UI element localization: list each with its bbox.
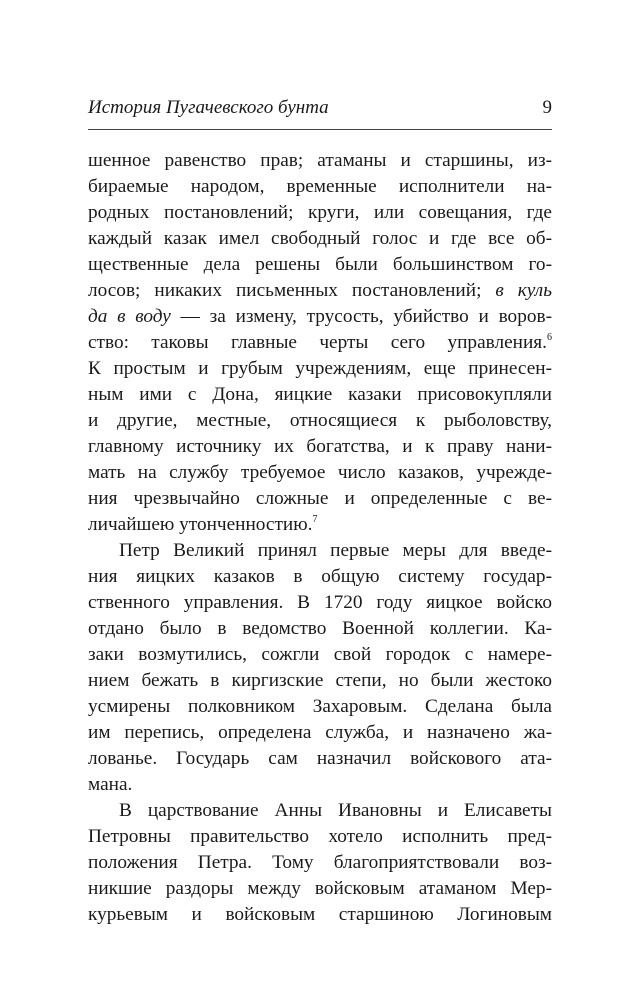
text-line bbox=[88, 720, 552, 746]
text-line bbox=[88, 824, 552, 850]
text-segment: шенное равенство прав; атаманы и старшины, из- bbox=[88, 150, 552, 171]
text-segment: и другие, местные, относящиеся к рыболовству, bbox=[88, 410, 552, 431]
text-segment: ственного управления. В 1720 году яицкое войско bbox=[88, 592, 552, 613]
text-segment: Петровны правительство хотело исполнить пред- bbox=[88, 826, 552, 847]
text-segment: личайшею утонченностию. bbox=[88, 514, 313, 535]
text-segment: лосов; никаких письменных постановлений; bbox=[88, 280, 496, 301]
text-segment: да в воду bbox=[88, 306, 171, 327]
text-segment: бираемые народом, временные исполнители на- bbox=[88, 176, 552, 197]
text-line bbox=[88, 642, 552, 668]
text-segment: в куль bbox=[495, 280, 552, 301]
text-segment: никшие раздоры между войсковым атаманом Мер- bbox=[88, 878, 552, 899]
text-line bbox=[88, 512, 552, 538]
text-line bbox=[88, 876, 552, 902]
text-segment: им перепись, определена служба, и назначено жа- bbox=[88, 722, 552, 743]
text-segment: В царствование Анны Ивановны и Елисаветы bbox=[119, 800, 552, 821]
text-line bbox=[88, 486, 552, 512]
text-line bbox=[88, 200, 552, 226]
text-segment: отдано было в ведомство Военной коллегии. Ка- bbox=[88, 618, 552, 639]
text-line bbox=[88, 668, 552, 694]
text-line bbox=[88, 252, 552, 278]
text-line bbox=[88, 226, 552, 252]
text-line bbox=[88, 304, 552, 330]
text-line bbox=[88, 382, 552, 408]
text-segment: каждый казак имел свободный голос и где все об- bbox=[88, 228, 552, 249]
text-line bbox=[88, 434, 552, 460]
text-line bbox=[88, 616, 552, 642]
text-segment: — за измену, трусость, убийство и воров- bbox=[170, 306, 552, 327]
text-line bbox=[88, 772, 552, 798]
running-title: История Пугачевского бунта bbox=[88, 97, 329, 118]
text-line bbox=[88, 330, 552, 356]
page-number: 9 bbox=[542, 97, 552, 118]
text-segment: положения Петра. Тому благоприятствовали воз- bbox=[88, 852, 552, 873]
footnote-marker: 6 bbox=[547, 332, 552, 343]
text-line bbox=[88, 148, 552, 174]
text-segment: К простым и грубым учреждениям, еще принесен- bbox=[88, 358, 552, 379]
text-line bbox=[88, 460, 552, 486]
text-line bbox=[88, 356, 552, 382]
text-segment: ным ими с Дона, яицкие казаки присовокупляли bbox=[88, 384, 552, 405]
text-segment: Петр Великий принял первые меры для введе- bbox=[119, 540, 552, 561]
text-line bbox=[88, 590, 552, 616]
text-line bbox=[88, 746, 552, 772]
text-segment: заки возмутились, сожгли свой городок с намере- bbox=[88, 644, 552, 665]
body-text bbox=[88, 148, 552, 928]
text-segment: лованье. Государь сам назначил войскового ата- bbox=[88, 748, 552, 769]
text-line bbox=[88, 850, 552, 876]
text-line bbox=[88, 278, 552, 304]
text-line bbox=[88, 408, 552, 434]
text-segment: курьевым и войсковым старшиною Логиновым bbox=[88, 904, 552, 925]
text-segment: ния чрезвычайно сложные и определенные с ве- bbox=[88, 488, 552, 509]
footnote-marker: 7 bbox=[312, 514, 318, 525]
page-header bbox=[88, 95, 552, 121]
text-segment: мать на службу требуемое число казаков, учрежде- bbox=[88, 462, 552, 483]
text-segment: щественные дела решены были большинством го- bbox=[88, 254, 552, 275]
text-line bbox=[88, 564, 552, 590]
text-line bbox=[88, 538, 552, 564]
text-segment: нием бежать в киргизские степи, но были жестоко bbox=[88, 670, 552, 691]
text-line bbox=[88, 694, 552, 720]
text-segment: главному источнику их богатства, и к праву нани- bbox=[88, 436, 552, 457]
text-line bbox=[88, 798, 552, 824]
text-segment: ния яицких казаков в общую систему государ- bbox=[88, 566, 552, 587]
text-segment: родных постановлений; круги, или совещания, где bbox=[88, 202, 552, 223]
header-rule bbox=[88, 129, 552, 130]
text-line bbox=[88, 902, 552, 928]
text-segment: ство: таковы главные черты сего управления. bbox=[88, 332, 547, 353]
text-segment: усмирены полковником Захаровым. Сделана была bbox=[88, 696, 552, 717]
text-segment: мана. bbox=[88, 774, 133, 795]
text-line bbox=[88, 174, 552, 200]
